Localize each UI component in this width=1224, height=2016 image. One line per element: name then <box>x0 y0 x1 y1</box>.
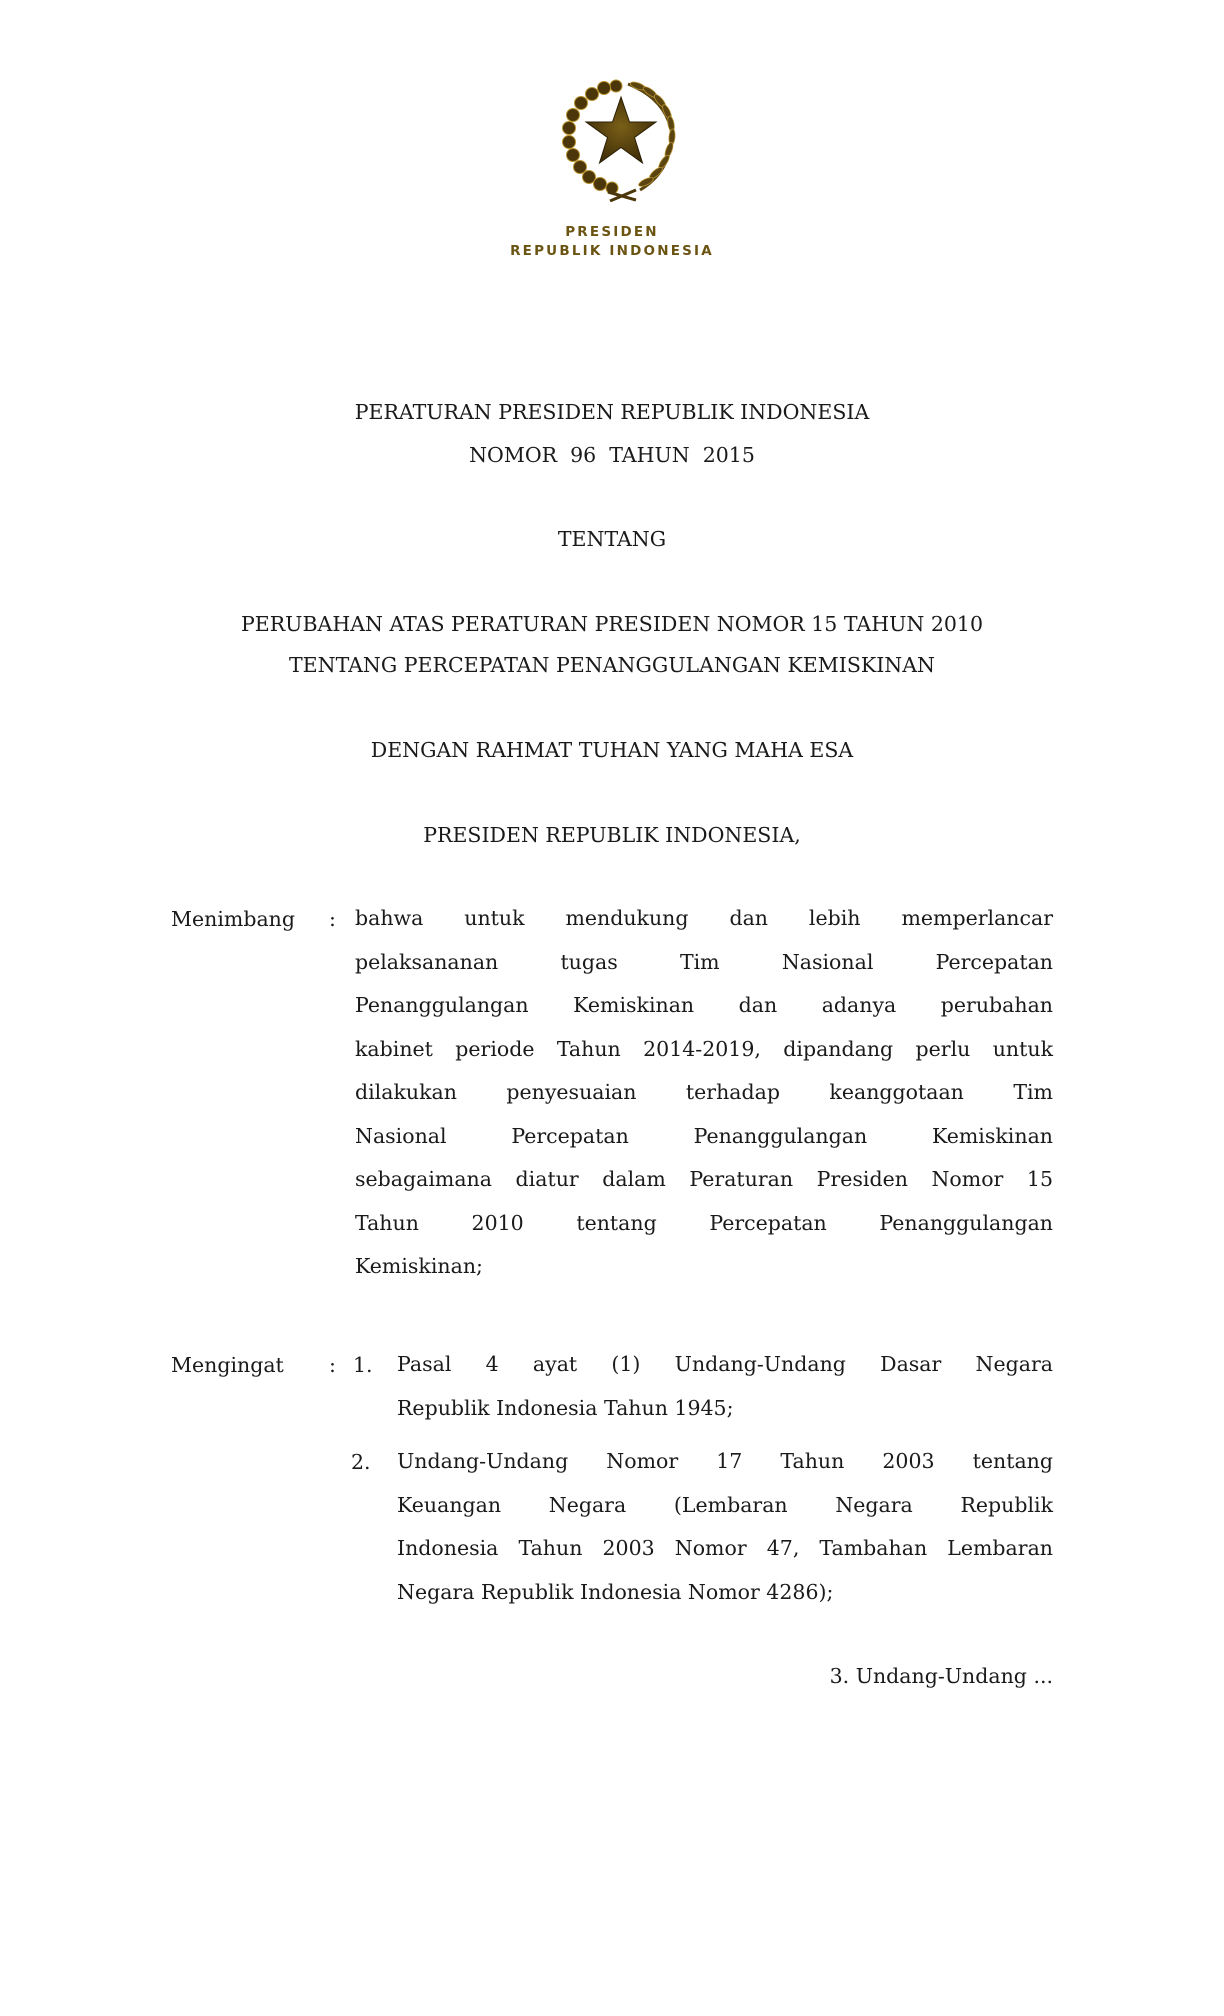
subject-line-2: TENTANG PERCEPATAN PENANGGULANGAN KEMISKINAN <box>289 653 935 677</box>
text-line: pelaksananan tugas Tim Nasional Percepatan <box>355 949 1053 974</box>
text-line: Nasional Percepatan Penanggulangan Kemiskinan <box>355 1123 1053 1148</box>
text-line: Negara Republik Indonesia Nomor 4286); <box>397 1579 834 1604</box>
issuer: PRESIDEN REPUBLIK INDONESIA, <box>423 823 801 847</box>
regulation-title: PERATURAN PRESIDEN REPUBLIK INDONESIA <box>354 400 870 424</box>
item-number: 2. <box>351 1450 371 1474</box>
continuation-reference: 3. Undang-Undang ... <box>829 1664 1053 1688</box>
item-text <box>397 1343 1053 1430</box>
text-line: sebagaimana diatur dalam Peraturan Presiden Nomor 15 <box>355 1167 1053 1191</box>
text-line: Kemiskinan; <box>355 1254 483 1278</box>
mengingat-label: Mengingat <box>171 1353 284 1377</box>
text-line: Pasal 4 ayat (1) Undang-Undang Dasar Negara <box>397 1352 1053 1376</box>
tentang-heading: TENTANG <box>557 527 667 551</box>
mengingat-colon: : <box>329 1353 336 1377</box>
regulation-number: NOMOR 96 TAHUN 2015 <box>469 443 755 467</box>
letterhead-line-republik: REPUBLIK INDONESIA <box>510 243 714 259</box>
presidential-emblem-icon <box>556 70 686 202</box>
subject-line-1: PERUBAHAN ATAS PERATURAN PRESIDEN NOMOR 15 TAHUN 2010 <box>240 612 983 636</box>
item-number: 1. <box>353 1353 373 1377</box>
text-line: kabinet periode Tahun 2014-2019, dipandang perlu untuk <box>355 1036 1053 1061</box>
letterhead-line-presiden: PRESIDEN <box>565 224 659 240</box>
text-line: Indonesia Tahun 2003 Nomor 47, Tambahan Lembaran <box>397 1536 1053 1560</box>
menimbang-colon: : <box>329 907 336 931</box>
text-line: Penanggulangan Kemiskinan dan adanya perubahan <box>355 993 1053 1017</box>
text-line: Republik Indonesia Tahun 1945; <box>397 1395 734 1420</box>
text-line: Undang-Undang Nomor 17 Tahun 2003 tentang <box>397 1449 1053 1473</box>
text-line: bahwa untuk mendukung dan lebih memperlancar <box>355 906 1053 930</box>
text-line: dilakukan penyesuaian terhadap keanggotaan Tim <box>355 1080 1053 1104</box>
menimbang-label: Menimbang <box>171 907 295 931</box>
text-line: Tahun 2010 tentang Percepatan Penanggulangan <box>355 1210 1053 1235</box>
item-text <box>397 1440 1053 1614</box>
menimbang-text <box>355 897 1053 1289</box>
text-line: Keuangan Negara (Lembaran Negara Republik <box>397 1492 1053 1517</box>
invocation: DENGAN RAHMAT TUHAN YANG MAHA ESA <box>370 738 854 762</box>
